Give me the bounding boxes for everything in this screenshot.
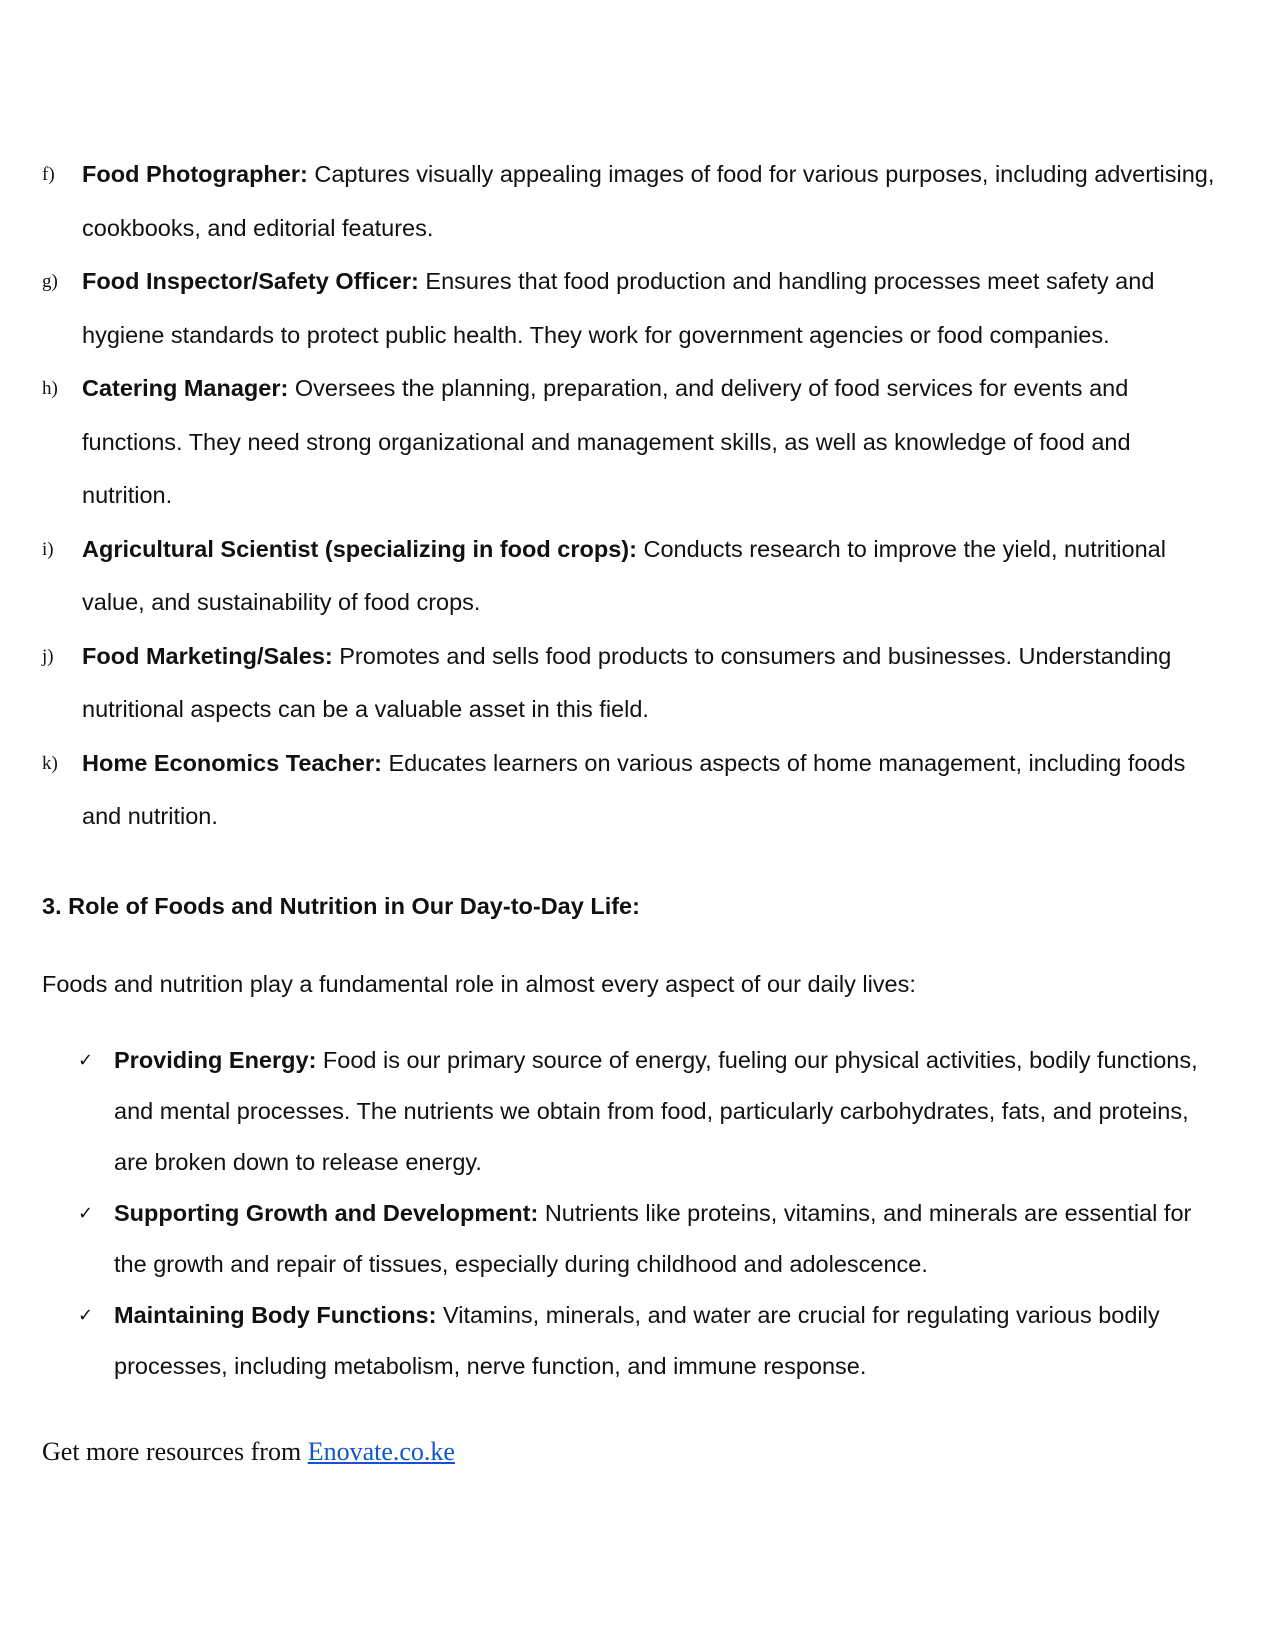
role-description: Vitamins, minerals, and water are crucial for regulating various bodily processes, including metabolism, nerve function, and immune response. — [114, 1302, 1160, 1379]
role-checklist — [78, 1035, 1228, 1392]
career-description: Ensures that food production and handling processes meet safety and hygiene standards to protect public health. They work for government agencies or food companies. — [82, 268, 1155, 348]
career-item-agricultural-scientist — [42, 523, 1222, 630]
career-term: Catering Manager: — [82, 375, 289, 401]
career-term: Food Marketing/Sales: — [82, 642, 333, 669]
list-marker: h) — [42, 378, 58, 399]
career-item-home-economics-teacher — [42, 737, 1222, 844]
section-intro: Foods and nutrition play a fundamental role in almost every aspect of our daily lives: — [42, 971, 916, 997]
role-term: Supporting Growth and Development: — [114, 1200, 539, 1226]
role-item-body-functions — [78, 1290, 1228, 1392]
career-term: Food Photographer: — [82, 161, 308, 187]
list-marker: i) — [42, 538, 54, 560]
career-item-food-marketing — [42, 630, 1222, 737]
career-description: Captures visually appealing images of food for various purposes, including advertising, cookbooks, and editorial features. — [82, 161, 1215, 241]
footer-note — [42, 1428, 455, 1476]
role-item-growth-development — [78, 1188, 1228, 1290]
list-marker: g) — [42, 271, 58, 292]
career-description: Oversees the planning, preparation, and delivery of food services for events and functions. They need strong organizational and management skills, as well as knowledge of food and nutrition. — [82, 375, 1131, 508]
footer-prefix: Get more resources from — [42, 1437, 308, 1466]
career-description: Educates learners on various aspects of home management, including foods and nutrition. — [82, 749, 1186, 829]
list-marker: f) — [42, 164, 55, 185]
list-marker: j) — [42, 645, 54, 667]
checkmark-icon: ✓ — [78, 1050, 94, 1071]
role-term: Maintaining Body Functions: — [114, 1302, 437, 1328]
section-heading: 3. Role of Foods and Nutrition in Our Day-to-Day Life: — [42, 893, 640, 919]
career-item-food-inspector — [42, 255, 1222, 362]
career-description: Conducts research to improve the yield, nutritional value, and sustainability of food crops. — [82, 535, 1166, 615]
career-list — [42, 148, 1222, 844]
role-description: Food is our primary source of energy, fueling our physical activities, bodily functions, and mental processes. The nutrients we obtain from food, particularly carbohydrates, fats, and proteins, are broken down to release energy. — [114, 1047, 1198, 1175]
career-item-food-photographer — [42, 148, 1222, 255]
role-item-providing-energy — [78, 1035, 1228, 1188]
role-term: Providing Energy: — [114, 1047, 317, 1073]
career-description: Promotes and sells food products to consumers and businesses. Understanding nutritional aspects can be a valuable asset in this field. — [82, 642, 1172, 722]
enovate-link[interactable]: Enovate.co.ke — [307, 1437, 455, 1466]
checkmark-icon: ✓ — [78, 1203, 94, 1224]
career-term: Home Economics Teacher: — [82, 749, 382, 776]
checkmark-icon: ✓ — [78, 1305, 94, 1326]
career-term: Agricultural Scientist (specializing in food crops): — [82, 535, 637, 562]
career-item-catering-manager — [42, 362, 1222, 523]
career-term: Food Inspector/Safety Officer: — [82, 268, 419, 294]
list-marker: k) — [42, 752, 58, 774]
role-description: Nutrients like proteins, vitamins, and minerals are essential for the growth and repair of tissues, especially during childhood and adolescence. — [114, 1200, 1192, 1277]
